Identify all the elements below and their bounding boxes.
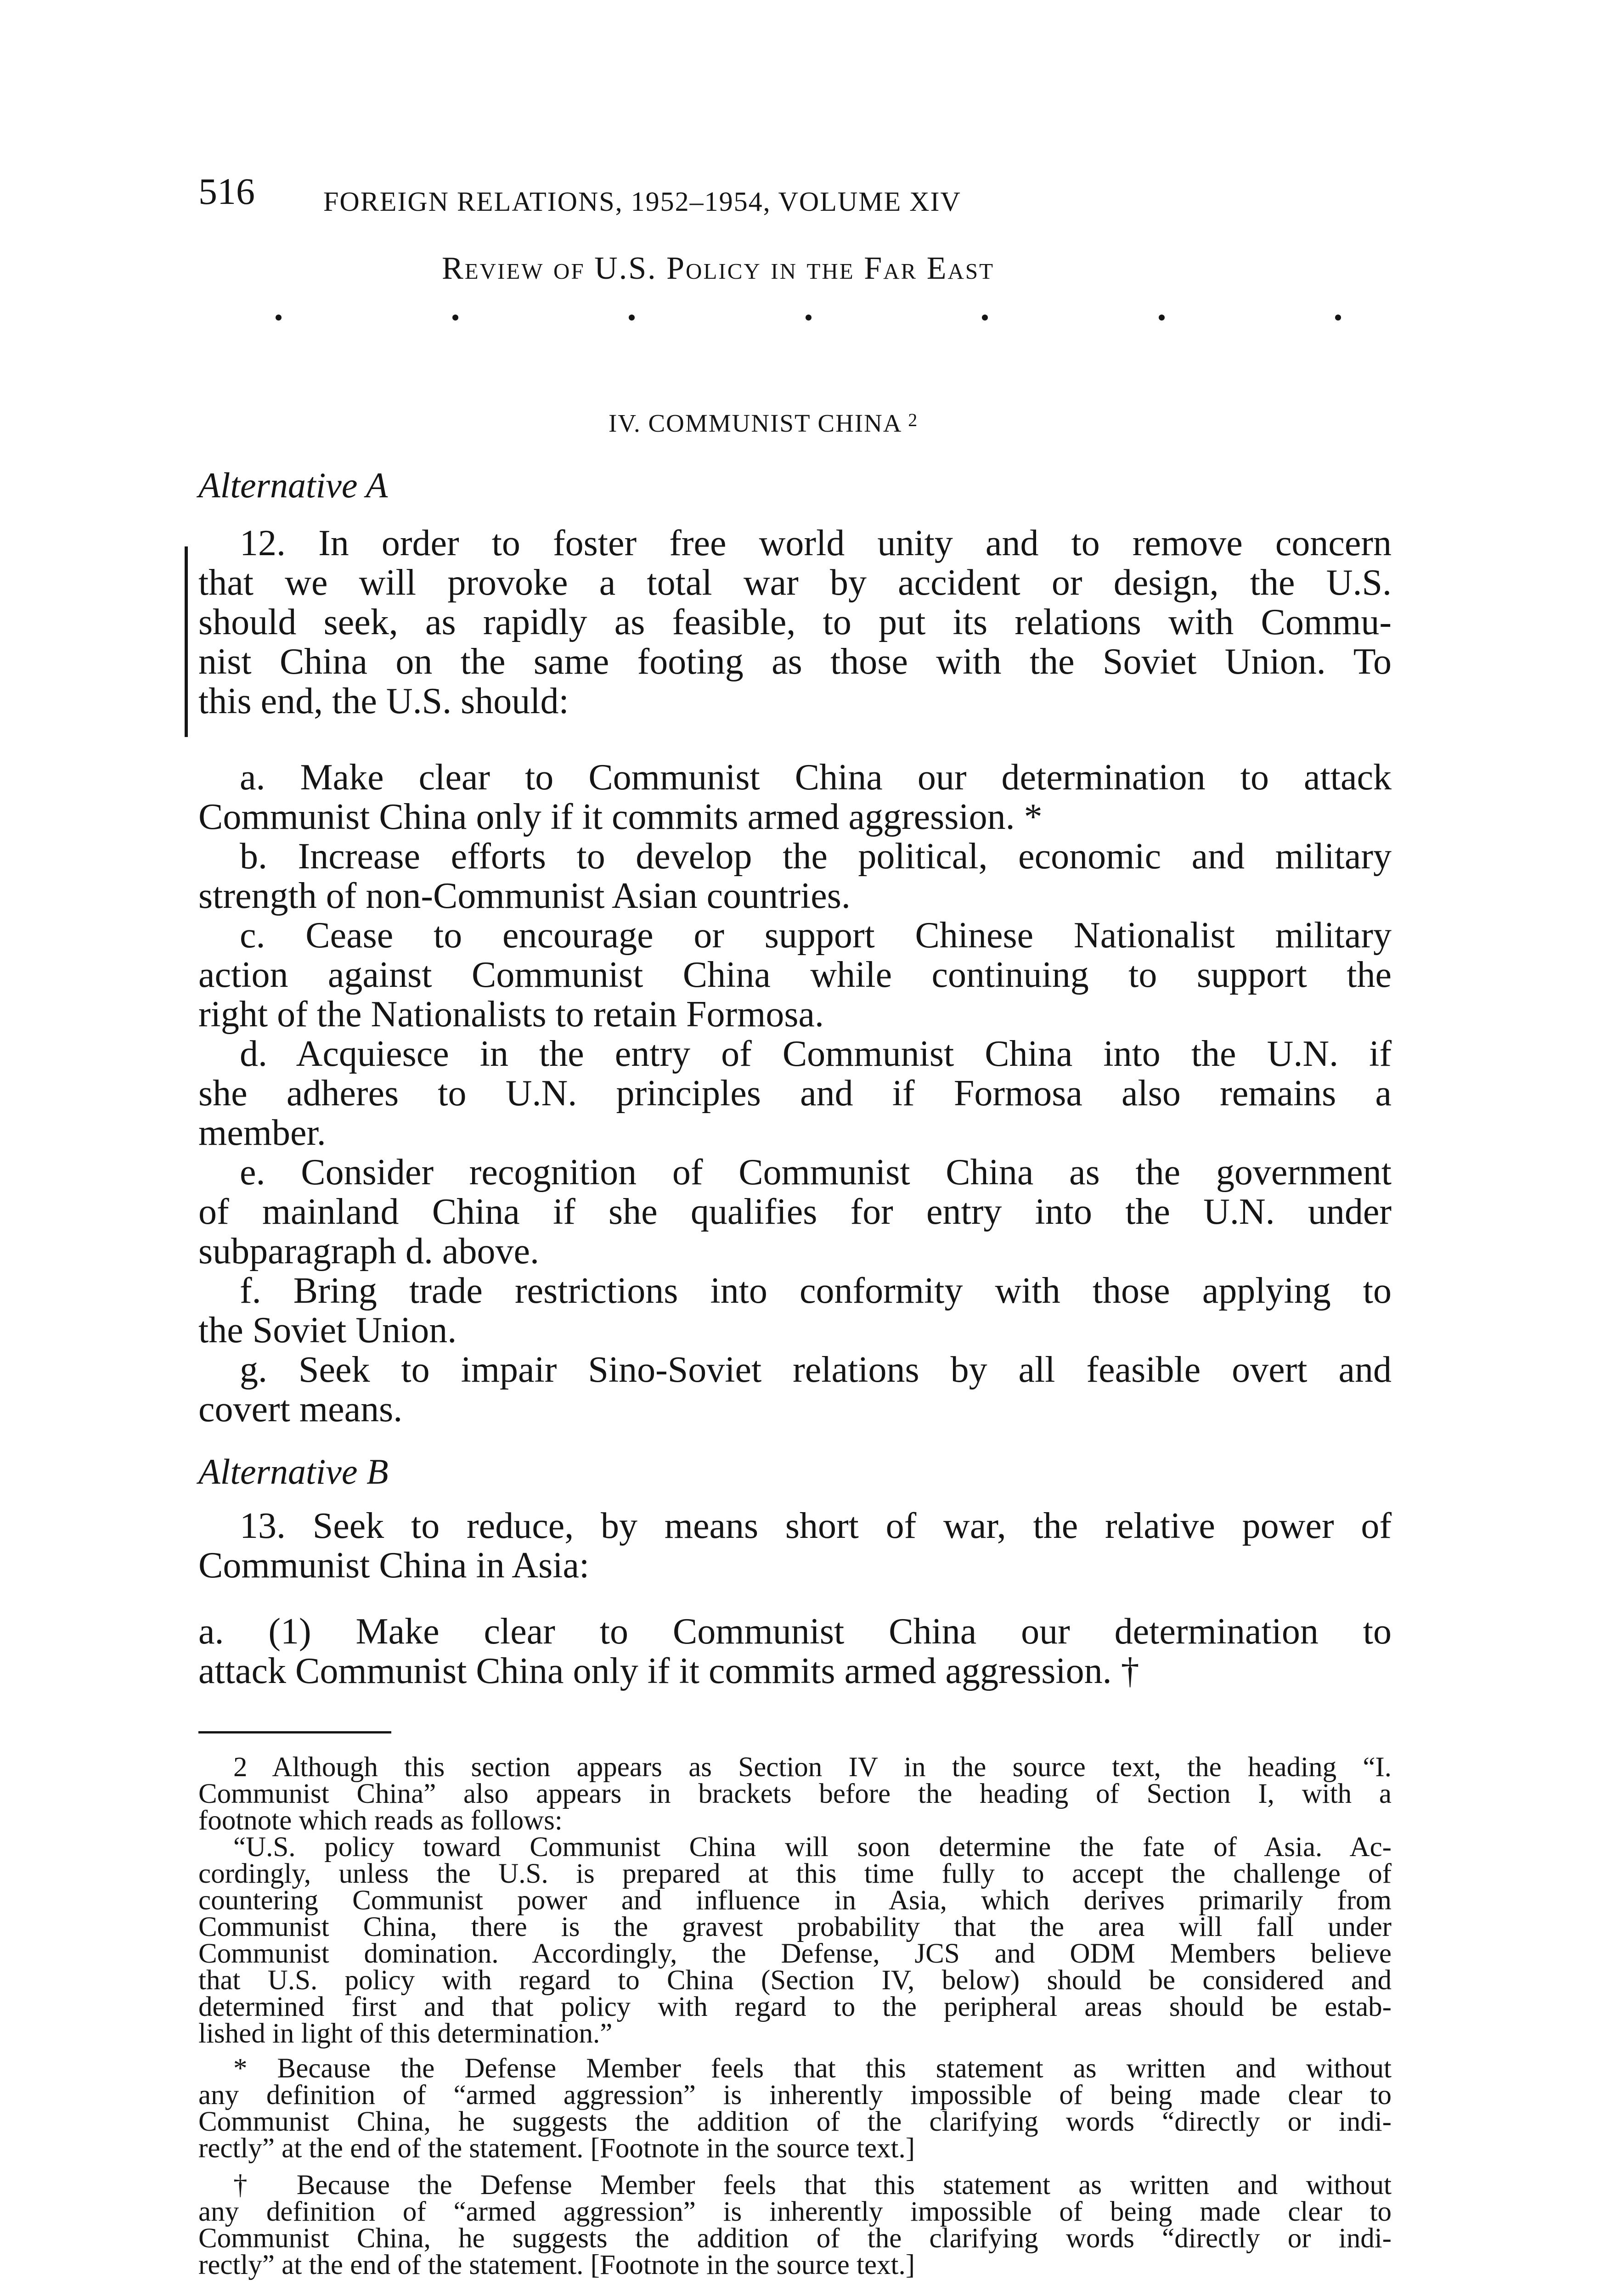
page-number: 516 — [198, 170, 255, 212]
para-12-line: should seek, as rapidly as feasible, to put its relations with Commu- — [198, 602, 1392, 642]
ellipsis-dot — [1335, 315, 1341, 321]
ellipsis-dot — [452, 315, 458, 321]
item-e-line: e. Consider recognition of Communist China as the government — [240, 1152, 1392, 1193]
item-d-line: she adheres to U.N. principles and if Formosa also remains a — [198, 1073, 1392, 1114]
footnote-quote-line: determined first and that policy with regard to the peripheral areas should be estab- — [198, 1992, 1392, 2022]
footnote-star-line: Communist China, he suggests the addition of the clarifying words “directly or indi- — [198, 2106, 1392, 2137]
para-13-line: Communist China in Asia: — [198, 1545, 590, 1586]
item-c-line: action against Communist China while continuing to support the — [198, 955, 1392, 995]
item-b-a-line: a. (1) Make clear to Communist China our determination to — [198, 1611, 1392, 1652]
item-b-line: b. Increase efforts to develop the political, economic and military — [240, 836, 1392, 877]
item-f-line: the Soviet Union. — [198, 1310, 457, 1351]
footnote-quote-line: that U.S. policy with regard to China (Section IV, below) should be considered and — [198, 1965, 1392, 1996]
item-g-line: covert means. — [198, 1389, 403, 1429]
item-b-line: strength of non-Communist Asian countries. — [198, 876, 851, 916]
footnote-dagger-line: Communist China, he suggests the addition of the clarifying words “directly or indi- — [198, 2223, 1392, 2254]
item-d-line: member. — [198, 1113, 326, 1153]
para-12-line: this end, the U.S. should: — [198, 681, 569, 721]
ellipsis-dot — [806, 315, 812, 321]
item-e-line: of mainland China if she qualifies for entry into the U.N. under — [198, 1192, 1392, 1232]
footnote-2-line: 2 Although this section appears as Section IV in the source text, the heading “I. — [233, 1752, 1392, 1783]
footnote-quote-line: cordingly, unless the U.S. is prepared at this time fully to accept the challenge of — [198, 1858, 1392, 1889]
ellipsis-separator — [276, 315, 1341, 328]
footnote-2-line: Communist China” also appears in brackets before the heading of Section I, with a — [198, 1778, 1392, 1809]
item-b-a-line: attack Communist China only if it commits armed aggression. † — [198, 1651, 1139, 1691]
footnote-quote-line: “U.S. policy toward Communist China will soon determine the fate of Asia. Ac- — [233, 1832, 1392, 1863]
footnote-star-line: rectly” at the end of the statement. [Footnote in the source text.] — [198, 2133, 915, 2164]
ellipsis-dot — [629, 315, 635, 321]
item-a-line: Communist China only if it commits armed aggression. * — [198, 797, 1043, 837]
alternative-b-heading: Alternative B — [198, 1452, 389, 1491]
item-c-line: right of the Nationalists to retain Formosa. — [198, 994, 824, 1035]
footnote-dagger-line: † Because the Defense Member feels that this statement as written and without — [233, 2170, 1392, 2200]
footnote-quote-line: countering Communist power and influence in Asia, which derives primarily from — [198, 1885, 1392, 1916]
para-12-line: 12. In order to foster free world unity and to remove concern — [240, 523, 1392, 563]
document-title: Review of U.S. Policy in the Far East — [442, 251, 995, 286]
ellipsis-dot — [276, 315, 282, 321]
section-heading — [609, 409, 918, 438]
item-a-line: a. Make clear to Communist China our determination to attack — [240, 757, 1392, 798]
footnote-dagger-line: any definition of “armed aggression” is inherently impossible of being made clear to — [198, 2196, 1392, 2227]
item-f-line: f. Bring trade restrictions into conformity with those applying to — [240, 1271, 1392, 1311]
footnote-ref-2: 2 — [908, 410, 919, 430]
footnote-2-line: footnote which reads as follows: — [198, 1805, 563, 1836]
item-e-line: subparagraph d. above. — [198, 1231, 539, 1272]
footnote-quote-line: lished in light of this determination.” — [198, 2018, 613, 2049]
footnote-rule — [198, 1731, 391, 1733]
margin-bar — [185, 546, 188, 737]
para-13-line: 13. Seek to reduce, by means short of war, the relative power of — [240, 1506, 1392, 1546]
para-12-line: nist China on the same footing as those with the Soviet Union. To — [198, 642, 1392, 682]
item-d-line: d. Acquiesce in the entry of Communist China into the U.N. if — [240, 1034, 1392, 1074]
running-head: FOREIGN RELATIONS, 1952–1954, VOLUME XIV — [323, 186, 961, 217]
footnote-dagger-line: rectly” at the end of the statement. [Footnote in the source text.] — [198, 2250, 915, 2280]
item-c-line: c. Cease to encourage or support Chinese Nationalist military — [240, 915, 1392, 956]
ellipsis-dot — [1159, 315, 1165, 321]
para-12-line: that we will provoke a total war by accident or design, the U.S. — [198, 563, 1392, 603]
footnote-quote-line: Communist China, there is the gravest probability that the area will fall under — [198, 1912, 1392, 1942]
footnote-quote-line: Communist domination. Accordingly, the Defense, JCS and ODM Members believe — [198, 1938, 1392, 1969]
ellipsis-dot — [982, 315, 988, 321]
footnote-star-line: * Because the Defense Member feels that this statement as written and without — [233, 2053, 1392, 2084]
alternative-a-heading: Alternative A — [198, 465, 388, 505]
footnote-star-line: any definition of “armed aggression” is inherently impossible of being made clear to — [198, 2080, 1392, 2110]
item-g-line: g. Seek to impair Sino-Soviet relations by all feasible overt and — [240, 1350, 1392, 1390]
section-heading-text: IV. COMMUNIST CHINA — [609, 409, 901, 437]
